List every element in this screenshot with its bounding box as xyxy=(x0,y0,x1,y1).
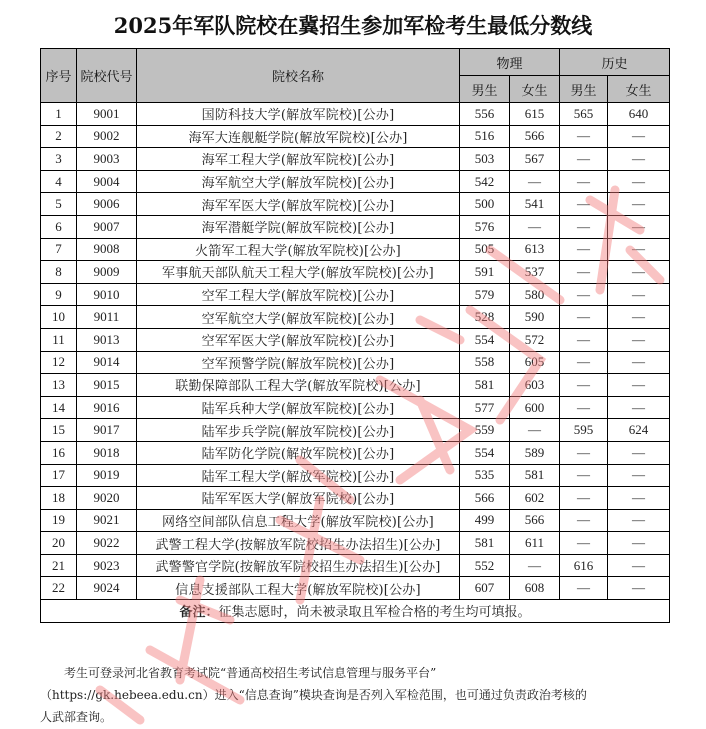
table-row xyxy=(41,351,670,374)
table-row xyxy=(41,554,670,577)
table-row xyxy=(41,306,670,329)
cell-physics-male: 554 xyxy=(460,441,510,464)
cell-history-female: — xyxy=(608,125,670,148)
cell-physics-male: 535 xyxy=(460,464,510,487)
cell-physics-male: 556 xyxy=(460,103,510,126)
cell-physics-male: 516 xyxy=(460,125,510,148)
cell-code: 9020 xyxy=(77,487,137,510)
cell-physics-female: 566 xyxy=(510,509,560,532)
page-title: 2025年军队院校在冀招生参加军检考生最低分数线 xyxy=(113,13,593,38)
cell-school-name: 海军军医大学(解放军院校)[公办] xyxy=(137,193,460,216)
cell-history-female: — xyxy=(608,170,670,193)
cell-history-female: 640 xyxy=(608,103,670,126)
cell-code: 9016 xyxy=(77,396,137,419)
cell-history-female: — xyxy=(608,238,670,261)
cell-school-name: 陆军工程大学(解放军院校)[公办] xyxy=(137,464,460,487)
cell-physics-female: 566 xyxy=(510,125,560,148)
header-physics-male: 男生 xyxy=(460,76,510,103)
cell-physics-male: 576 xyxy=(460,215,510,238)
cell-physics-female: 567 xyxy=(510,148,560,171)
cell-history-male: — xyxy=(560,509,608,532)
cell-history-male: — xyxy=(560,261,608,284)
cell-history-male: 595 xyxy=(560,419,608,442)
table-row xyxy=(41,419,670,442)
cell-code: 9001 xyxy=(77,103,137,126)
cell-history-female: — xyxy=(608,283,670,306)
cell-history-female: — xyxy=(608,441,670,464)
cell-physics-female: — xyxy=(510,215,560,238)
cell-code: 9024 xyxy=(77,577,137,600)
cell-seq: 21 xyxy=(41,554,77,577)
cell-seq: 6 xyxy=(41,215,77,238)
cell-history-male: — xyxy=(560,396,608,419)
cell-code: 9023 xyxy=(77,554,137,577)
cell-school-name: 空军工程大学(解放军院校)[公办] xyxy=(137,283,460,306)
cell-history-female: — xyxy=(608,554,670,577)
cell-seq: 9 xyxy=(41,283,77,306)
table-row xyxy=(41,103,670,126)
table-row xyxy=(41,283,670,306)
table-row xyxy=(41,374,670,397)
cell-history-female: — xyxy=(608,577,670,600)
cell-seq: 13 xyxy=(41,374,77,397)
cell-physics-male: 499 xyxy=(460,509,510,532)
table-row xyxy=(41,261,670,284)
cell-physics-female: 572 xyxy=(510,328,560,351)
header-history-female: 女生 xyxy=(608,76,670,103)
cell-school-name: 海军航空大学(解放军院校)[公办] xyxy=(137,170,460,193)
table-row xyxy=(41,238,670,261)
cell-physics-female: 605 xyxy=(510,351,560,374)
cell-school-name: 国防科技大学(解放军院校)[公办] xyxy=(137,103,460,126)
cell-seq: 11 xyxy=(41,328,77,351)
cell-history-female: — xyxy=(608,215,670,238)
cell-history-male: — xyxy=(560,125,608,148)
cell-history-male: — xyxy=(560,487,608,510)
cell-school-name: 信息支援部队工程大学(解放军院校)[公办] xyxy=(137,577,460,600)
footer-text xyxy=(40,662,670,728)
cell-school-name: 海军大连舰艇学院(解放军院校)[公办] xyxy=(137,125,460,148)
cell-physics-male: 581 xyxy=(460,532,510,555)
cell-physics-male: 581 xyxy=(460,374,510,397)
cell-school-name: 空军军医大学(解放军院校)[公办] xyxy=(137,328,460,351)
cell-seq: 8 xyxy=(41,261,77,284)
cell-history-female: — xyxy=(608,396,670,419)
cell-school-name: 武警警官学院(按解放军院校招生办法招生)[公办] xyxy=(137,554,460,577)
cell-code: 9014 xyxy=(77,351,137,374)
cell-physics-female: 613 xyxy=(510,238,560,261)
header-seq: 序号 xyxy=(41,49,77,103)
cell-history-female: — xyxy=(608,148,670,171)
cell-seq: 14 xyxy=(41,396,77,419)
cell-history-male: — xyxy=(560,464,608,487)
footer-line-3: 人武部查询。 xyxy=(40,710,113,724)
cell-school-name: 联勤保障部队工程大学(解放军院校)[公办] xyxy=(137,374,460,397)
cell-code: 9018 xyxy=(77,441,137,464)
cell-history-male: — xyxy=(560,193,608,216)
cell-history-female: — xyxy=(608,509,670,532)
cell-seq: 3 xyxy=(41,148,77,171)
cell-physics-female: 608 xyxy=(510,577,560,600)
cell-school-name: 陆军兵种大学(解放军院校)[公办] xyxy=(137,396,460,419)
table-row xyxy=(41,464,670,487)
cell-history-female: 624 xyxy=(608,419,670,442)
cell-school-name: 海军工程大学(解放军院校)[公办] xyxy=(137,148,460,171)
cell-physics-male: 528 xyxy=(460,306,510,329)
cell-seq: 22 xyxy=(41,577,77,600)
cell-seq: 1 xyxy=(41,103,77,126)
cell-code: 9009 xyxy=(77,261,137,284)
table-row xyxy=(41,328,670,351)
table-row xyxy=(41,509,670,532)
note-label: 备注： xyxy=(179,605,219,621)
cell-physics-male: 503 xyxy=(460,148,510,171)
cell-code: 9011 xyxy=(77,306,137,329)
cell-seq: 2 xyxy=(41,125,77,148)
cell-history-male: — xyxy=(560,283,608,306)
cell-code: 9002 xyxy=(77,125,137,148)
cell-code: 9006 xyxy=(77,193,137,216)
cell-physics-male: 607 xyxy=(460,577,510,600)
cell-history-female: — xyxy=(608,487,670,510)
table-row xyxy=(41,193,670,216)
cell-physics-female: 537 xyxy=(510,261,560,284)
cell-seq: 10 xyxy=(41,306,77,329)
cell-code: 9017 xyxy=(77,419,137,442)
score-table xyxy=(40,48,670,623)
cell-history-male: 616 xyxy=(560,554,608,577)
cell-physics-female: 541 xyxy=(510,193,560,216)
cell-history-female: — xyxy=(608,261,670,284)
cell-history-male: — xyxy=(560,441,608,464)
cell-physics-male: 542 xyxy=(460,170,510,193)
cell-school-name: 陆军军医大学(解放军院校)[公办] xyxy=(137,487,460,510)
cell-history-male: — xyxy=(560,532,608,555)
cell-physics-female: 581 xyxy=(510,464,560,487)
cell-history-male: 565 xyxy=(560,103,608,126)
cell-history-female: — xyxy=(608,306,670,329)
cell-history-male: — xyxy=(560,577,608,600)
table-row xyxy=(41,441,670,464)
cell-history-male: — xyxy=(560,215,608,238)
table-row xyxy=(41,396,670,419)
cell-seq: 12 xyxy=(41,351,77,374)
cell-history-male: — xyxy=(560,306,608,329)
header-physics: 物理 xyxy=(460,49,560,76)
cell-physics-male: 577 xyxy=(460,396,510,419)
table-row xyxy=(41,148,670,171)
table-row xyxy=(41,487,670,510)
cell-seq: 15 xyxy=(41,419,77,442)
cell-history-female: — xyxy=(608,532,670,555)
table-row xyxy=(41,215,670,238)
cell-school-name: 空军航空大学(解放军院校)[公办] xyxy=(137,306,460,329)
cell-code: 9008 xyxy=(77,238,137,261)
cell-code: 9015 xyxy=(77,374,137,397)
cell-history-female: — xyxy=(608,193,670,216)
cell-school-name: 陆军步兵学院(解放军院校)[公办] xyxy=(137,419,460,442)
cell-seq: 5 xyxy=(41,193,77,216)
cell-code: 9010 xyxy=(77,283,137,306)
cell-code: 9013 xyxy=(77,328,137,351)
cell-history-female: — xyxy=(608,464,670,487)
cell-physics-male: 559 xyxy=(460,419,510,442)
header-history: 历史 xyxy=(560,49,670,76)
cell-history-male: — xyxy=(560,351,608,374)
cell-code: 9003 xyxy=(77,148,137,171)
table-body xyxy=(41,103,670,600)
cell-school-name: 火箭军工程大学(解放军院校)[公办] xyxy=(137,238,460,261)
cell-school-name: 海军潜艇学院(解放军院校)[公办] xyxy=(137,215,460,238)
note-row xyxy=(41,600,670,623)
cell-seq: 20 xyxy=(41,532,77,555)
cell-history-male: — xyxy=(560,170,608,193)
cell-physics-male: 591 xyxy=(460,261,510,284)
cell-code: 9004 xyxy=(77,170,137,193)
cell-physics-female: 580 xyxy=(510,283,560,306)
cell-seq: 19 xyxy=(41,509,77,532)
cell-code: 9019 xyxy=(77,464,137,487)
cell-school-name: 网络空间部队信息工程大学(解放军院校)[公办] xyxy=(137,509,460,532)
cell-seq: 16 xyxy=(41,441,77,464)
cell-history-female: — xyxy=(608,328,670,351)
cell-history-male: — xyxy=(560,374,608,397)
table-row xyxy=(41,532,670,555)
cell-history-male: — xyxy=(560,238,608,261)
header-name: 院校名称 xyxy=(137,49,460,103)
cell-physics-female: 611 xyxy=(510,532,560,555)
cell-school-name: 空军预警学院(解放军院校)[公办] xyxy=(137,351,460,374)
cell-physics-female: 602 xyxy=(510,487,560,510)
header-physics-female: 女生 xyxy=(510,76,560,103)
cell-history-male: — xyxy=(560,148,608,171)
cell-history-male: — xyxy=(560,328,608,351)
cell-code: 9022 xyxy=(77,532,137,555)
cell-physics-female: 615 xyxy=(510,103,560,126)
cell-history-female: — xyxy=(608,351,670,374)
cell-physics-male: 566 xyxy=(460,487,510,510)
cell-school-name: 武警工程大学(按解放军院校招生办法招生)[公办] xyxy=(137,532,460,555)
cell-physics-female: — xyxy=(510,419,560,442)
cell-physics-male: 500 xyxy=(460,193,510,216)
cell-physics-male: 554 xyxy=(460,328,510,351)
cell-physics-female: 603 xyxy=(510,374,560,397)
note-text: 征集志愿时，尚未被录取且军检合格的考生均可填报。 xyxy=(218,605,531,621)
cell-physics-male: 558 xyxy=(460,351,510,374)
cell-code: 9007 xyxy=(77,215,137,238)
cell-seq: 17 xyxy=(41,464,77,487)
cell-code: 9021 xyxy=(77,509,137,532)
cell-physics-male: 579 xyxy=(460,283,510,306)
table-row xyxy=(41,125,670,148)
cell-physics-female: 589 xyxy=(510,441,560,464)
cell-physics-female: — xyxy=(510,554,560,577)
table-row xyxy=(41,170,670,193)
cell-school-name: 军事航天部队航天工程大学(解放军院校)[公办] xyxy=(137,261,460,284)
footer-line-1: 考生可登录河北省教育考试院“普通高校招生考试信息管理与服务平台” xyxy=(64,666,437,680)
cell-physics-male: 505 xyxy=(460,238,510,261)
footer-line-2: （https://gk.hebeea.edu.cn）进入“信息查询”模块查询是否列入军检范围，也可通过负责政治考核的 xyxy=(40,688,587,702)
header-code: 院校代号 xyxy=(77,49,137,103)
cell-physics-female: — xyxy=(510,170,560,193)
header-history-male: 男生 xyxy=(560,76,608,103)
cell-seq: 4 xyxy=(41,170,77,193)
cell-seq: 18 xyxy=(41,487,77,510)
cell-seq: 7 xyxy=(41,238,77,261)
cell-school-name: 陆军防化学院(解放军院校)[公办] xyxy=(137,441,460,464)
table-row xyxy=(41,577,670,600)
cell-physics-male: 552 xyxy=(460,554,510,577)
cell-history-female: — xyxy=(608,374,670,397)
cell-physics-female: 600 xyxy=(510,396,560,419)
cell-physics-female: 590 xyxy=(510,306,560,329)
